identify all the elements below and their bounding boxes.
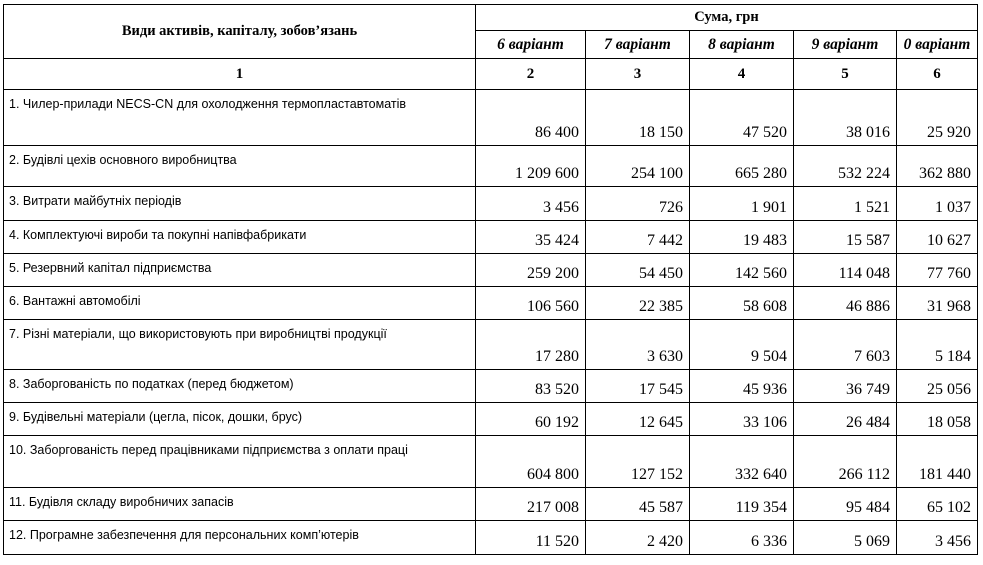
row-value: 17 545: [586, 370, 690, 403]
row-value: 33 106: [690, 403, 794, 436]
row-label: 2. Будівлі цехів основного виробництва: [4, 146, 476, 187]
row-value: 106 560: [476, 287, 586, 320]
row-value: 83 520: [476, 370, 586, 403]
row-value: 119 354: [690, 488, 794, 521]
row-value: 18 058: [897, 403, 978, 436]
row-value: 54 450: [586, 254, 690, 287]
table-row: [4, 146, 978, 187]
row-value: 60 192: [476, 403, 586, 436]
column-number: 5: [794, 59, 897, 90]
row-value: 46 886: [794, 287, 897, 320]
row-label: 5. Резервний капітал підприємства: [4, 254, 476, 287]
row-value: 5 069: [794, 521, 897, 555]
row-value: 26 484: [794, 403, 897, 436]
row-value: 114 048: [794, 254, 897, 287]
table-row: [4, 488, 978, 521]
row-value: 532 224: [794, 146, 897, 187]
row-value: 332 640: [690, 436, 794, 488]
row-value: 17 280: [476, 320, 586, 370]
variant-8-header: 8 варіант: [690, 31, 794, 59]
row-value: 254 100: [586, 146, 690, 187]
row-value: 142 560: [690, 254, 794, 287]
table-row: [4, 187, 978, 221]
column-title: Види активів, капіталу, зобов’язань: [4, 5, 476, 59]
row-value: 95 484: [794, 488, 897, 521]
row-value: 726: [586, 187, 690, 221]
row-value: 1 037: [897, 187, 978, 221]
row-value: 5 184: [897, 320, 978, 370]
row-value: 259 200: [476, 254, 586, 287]
row-value: 35 424: [476, 221, 586, 254]
row-label: 3. Витрати майбутніх періодів: [4, 187, 476, 221]
header-row-1: [4, 5, 978, 31]
row-value: 1 901: [690, 187, 794, 221]
table-row: [4, 221, 978, 254]
row-value: 6 336: [690, 521, 794, 555]
row-value: 362 880: [897, 146, 978, 187]
row-value: 18 150: [586, 90, 690, 146]
table-row: [4, 436, 978, 488]
row-value: 15 587: [794, 221, 897, 254]
variant-7-header: 7 варіант: [586, 31, 690, 59]
column-numbers-row: [4, 59, 978, 90]
row-value: 2 420: [586, 521, 690, 555]
assets-table: [3, 4, 978, 555]
row-value: 217 008: [476, 488, 586, 521]
column-number: 1: [4, 59, 476, 90]
row-label: 6. Вантажні автомобілі: [4, 287, 476, 320]
table-row: [4, 320, 978, 370]
row-value: 3 456: [897, 521, 978, 555]
column-number: 3: [586, 59, 690, 90]
row-label: 12. Програмне забезпечення для персональних комп’ютерів: [4, 521, 476, 555]
row-value: 181 440: [897, 436, 978, 488]
table-row: [4, 254, 978, 287]
row-label: 8. Заборгованість по податках (перед бюджетом): [4, 370, 476, 403]
table-row: [4, 287, 978, 320]
row-value: 7 442: [586, 221, 690, 254]
column-number: 6: [897, 59, 978, 90]
row-value: 604 800: [476, 436, 586, 488]
row-value: 11 520: [476, 521, 586, 555]
column-number: 2: [476, 59, 586, 90]
row-value: 65 102: [897, 488, 978, 521]
row-value: 38 016: [794, 90, 897, 146]
table-row: [4, 403, 978, 436]
row-value: 58 608: [690, 287, 794, 320]
table-row: [4, 521, 978, 555]
row-value: 9 504: [690, 320, 794, 370]
row-value: 266 112: [794, 436, 897, 488]
row-value: 45 587: [586, 488, 690, 521]
row-value: 1 521: [794, 187, 897, 221]
row-label: 9. Будівельні матеріали (цегла, пісок, дошки, брус): [4, 403, 476, 436]
column-number: 4: [690, 59, 794, 90]
row-label: 4. Комплектуючі вироби та покупні напівфабрикати: [4, 221, 476, 254]
row-value: 31 968: [897, 287, 978, 320]
table-row: [4, 370, 978, 403]
row-value: 36 749: [794, 370, 897, 403]
row-value: 77 760: [897, 254, 978, 287]
row-value: 12 645: [586, 403, 690, 436]
variant-0-header: 0 варіант: [897, 31, 978, 59]
row-value: 10 627: [897, 221, 978, 254]
variant-6-header: 6 варіант: [476, 31, 586, 59]
row-value: 665 280: [690, 146, 794, 187]
row-value: 3 456: [476, 187, 586, 221]
row-value: 25 056: [897, 370, 978, 403]
row-label: 7. Різні матеріали, що використовують при виробництві продукції: [4, 320, 476, 370]
row-value: 47 520: [690, 90, 794, 146]
row-value: 25 920: [897, 90, 978, 146]
table-row: [4, 90, 978, 146]
row-value: 7 603: [794, 320, 897, 370]
row-value: 127 152: [586, 436, 690, 488]
row-value: 22 385: [586, 287, 690, 320]
row-label: 1. Чилер-прилади NECS-CN для охолодження термопластавтоматів: [4, 90, 476, 146]
row-value: 86 400: [476, 90, 586, 146]
row-value: 1 209 600: [476, 146, 586, 187]
row-value: 3 630: [586, 320, 690, 370]
sum-title: Сума, грн: [476, 5, 978, 31]
row-value: 45 936: [690, 370, 794, 403]
row-label: 11. Будівля складу виробничих запасів: [4, 488, 476, 521]
variant-9-header: 9 варіант: [794, 31, 897, 59]
row-label: 10. Заборгованість перед працівниками підприємства з оплати праці: [4, 436, 476, 488]
row-value: 19 483: [690, 221, 794, 254]
